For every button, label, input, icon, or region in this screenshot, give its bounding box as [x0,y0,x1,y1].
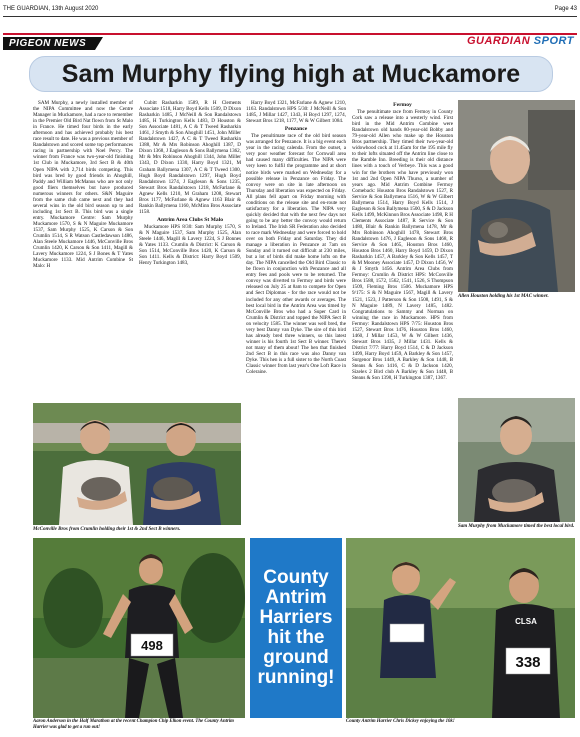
photo-allen-houston [458,100,575,292]
photo-aaron-anderson [33,538,245,718]
caption-sam-murphy: Sam Murphy from Muckamore timed the best local bird. [458,524,575,529]
column-2-heading: Antrim Area Clubs St Malo [156,216,224,223]
column-3b-text: The penultimate race of the old bird season was arranged for Penzance. It is a big event each year in the racing calenda. From the outset, a very poor weather forecast for Cornwall area had caused many difficulties. The NIPA were very keen to fulfil the programme and at short notice birds were marked on Wednesday for a possible release in Penzance on Friday. The convoy were on site in late afternoon on Thursday and liberation was expected on Friday. All plans fell apart on Friday morning with conditions on the release site and en-route not satisfactory for a liberation. The NIPA very quickly decided that with the next few days not going to be any better the convoy would return to Ireland. The Irish SR Federation also decided to race mark Wednesday and were forced to hold over on both Friday and Saturday. They did manage a liberation in Penzance at 7am on Sunday and it turned out difficult at 230 miles, but a lot of birds did make home lofts on the day. The NIPA cancelled the Old Bird Classic to be flown in conjunction with Penzance and all entry fees and pools were to be returned. The convoy was diverted to Fermoy and birds were released on July 25 at 8am to compete for Open and Sect Diplomas - for the race would not be included for any other awards or averages. The best local bird in the Antrim Area was timed by McConville Bros who had a Super Card in Crumlin & District and topped the NIPA Sect B on velocity 1585. The winner was well bred, the very best Danny van Dyke. The sire of this bird has already bred three winners, so this latest winner is his fourth 1st Sect B winner. There's not many of them about! The hen that finished 2nd Sect B in this race was also Danny van Dyke. This hen is a full sister to the North Coast Classic winner from last year's One Loft Race in Coleraine. [246,133,346,376]
photo-mcconville-bros-image [33,403,241,525]
column-1-text: SAM Murphy, a newly installed member of the NIPA Committee and now the Centre Manager in Muckamore, had a race to remember in the Premier Old Bird Nat flown from St Malo in France. He timed four birds in the early afternoon and has achieved probably his best race result to date. He was a previous member of Randalstown and scored some top performances racing in partnership with Noel Percy. The winner from France was two-year-old finishing 1st Club in Muckamore, 3rd Sect B & 40th Open NIPA with 2,714 birds competing. This bird was bred by good friends in Ahoghill, Paddy and William McManus who are not only good fliers themselves but have produced numerous winners for others. S&N Maguire from the same club came next and they had several wins in the old bird season up to and including 1st Sect B. This bird was a single entry. Muckamore Centre: Sam Murphy Muckamore 1570, S & N Maguire Muckamore 1537, Sam Murphy 1525, K Carson & Son Crumlin 1514, S R Watson Castledawson 1486, Alan Steele Muckamore 1446, McConville Bros Crumlin 1420, K Carson & Son 1411, Magill & Lavery Muckamore 1224, S J Bones & T Yates Muckamore 1133. Mid Antrim Combine St Malo: H [33,100,133,270]
photo-allen-houston-image [458,100,575,292]
promo-line-2: Antrim [265,587,327,608]
photo-aaron-anderson-image [33,538,245,718]
brand-guardian: GUARDIAN [466,35,531,47]
photo-sam-murphy-image [458,398,575,522]
headline: Sam Murphy flying high at Muckamore [29,56,553,92]
promo-box [250,538,342,718]
promo-line-1: County [263,567,329,588]
vest-brand: CLSA [515,617,537,626]
bib-number-left: 498 [141,638,163,653]
promo-line-5: ground [263,647,329,668]
article-column-3 [246,100,346,530]
column-2-text: Cubitt Rasharkin 1589, R H Clements Associate 1518, Harry Boyd Kells 1509, D Dixon Rasharkin 1485, J McNeill & Son Randalstown 1485, H Turkington Kells 1483, D Houston & Son Associate 1481, A C & T Tweed Rasharkin 1461, J Smyth & Son Ahoghill 1451, John Miller Randalstown 1427, A C & T Tweed Rasharkin 1388, Mr & Mrs Robinson Ahoghill 1387, D Dixon 1368, J Eagleson & Sons Ballymena 1362, Mr & Mrs Robinson Ahoghill 1344, John Miller 1343, D Dixon 1330, Harry Boyd 1321, M Graham Ballymena 1307, A C & T Tweed 1300, Hugh Boyd Randalstown 1297, Hugh Boyd Randalstown 1274, J Eagleson & Sons 1235, Stewart Bros Randalstown 1218, McFarlane & Agnew Kells 1210, M Graham 1208, Stewart Bros 1177, McFarlane & Agnew 1163 Blair & Rankin Ballymena 1160, McMinn Bros Associate 1158. [139,100,241,215]
page-header [3,3,577,15]
promo-line-3: Harriers [259,607,333,628]
column-4-heading: Fermoy [393,102,412,108]
column-2b-text: Muckamore HPS 8/30: Sam Murphy 1570, S & N Maguire 1537, Sam Murphy 1525, Alan Steele 1446, Magill & Lavery 1224, S J Bonnes & Yates 1133. Crumlin & District: K Carson & Son 1514, McConville Bros 1420, K Carson & Son 1411. Kells & District: Harry Boyd 1509, Henry Turkington 1483, [139,223,241,267]
article-column-4 [352,100,453,530]
caption-allen-houston: Allen Houston holding his 1st MAC winner. [458,294,549,299]
caption-aaron-anderson: Aaron Anderson in the Half Marathon at the recent Champion Chip Elkon event. The County Antrim Harrier was glad to get a run out! [33,719,234,730]
page-number: Page 43 [554,6,577,12]
column-3-heading: Penzance [284,126,308,133]
caption-mcconville-bros: McConville Bros from Crumlin holding their 1st & 2nd Sect B winners. [33,527,181,532]
column-3-text: Harry Boyd 1321, McFarlane & Agnew 1210, 1163. Randalstown HPS 5/30: J McNeill & Son 1485, J Millar 1427, 1343, H Boyd 1297, 1274, Stewart Bros 1218, 1177, W & W Gilbert 1084. [246,100,346,125]
section-tag-tail [95,37,103,50]
photo-sam-murphy [458,398,575,522]
caption-chris-dickey: County Antrim Harrier Chris Dickey enjoying the 10k! [346,719,455,724]
bib-number-right: 338 [515,654,541,671]
paper-date: THE GUARDIAN, 13th August 2020 [3,6,99,12]
photo-chris-dickey [346,538,575,718]
header-rule [3,16,577,17]
promo-line-4: hit the [267,627,325,648]
brand-sport: SPORT [533,35,574,47]
brand-logo [467,35,574,47]
article-column-2 [139,100,241,400]
promo-line-6: running! [257,667,335,688]
article-column-1 [33,100,133,400]
photo-chris-dickey-image [346,538,575,718]
photo-mcconville-bros [33,403,241,525]
section-tag: PIGEON NEWS [3,37,95,50]
column-4-text: The penultimate race from Fermoy in County Cork saw a release into a westerly wind. First bird in the Mid Antrim Combine were Randalstown old hands 80-year-old Bobby and 79-year-old Allen who make up the Houston Bros partnership. They timed their two-year-old widowhood cock at 11.45am for the 195 mile fly to their lofts situated off the Antrim line close to the Ramble Inn. Breeding is their old distance lines with a touch of Verbeye. This was a good win for the brothers who have previously won 1st and 2nd Open NIPA Thurso, a number of years ago. Mid Antrim Combine Fermoy Comeback: Houston Bros Randalstown 1527, R Service & Son Ballymena 1516, W & W Gilbert Ballymena 1514, Harry Boyd Kells 1514, J Eagleson & Son Ballymena 1500, S & D Jackson Kells 1499, McKinnon Bros Associate 1498, R H Clements Associate 1487, R Service & Son 1480, Blair & Rankin Ballymena 1478, Mr & Mrs Robinson Ahoghill 1478, Stewart Bros Randalstown 1476, J Eagleson & Sons 1468, R Service & Son 1465, Houston Bros 1460, Houston Bros 1460, Harry Boyd 1459, D Dixon Rasharkin 1457, A Barkley & Son Kells 1457, T & M Mooney Associate 1457, D Dixon 1456, W & J Smyth 1456. Antrim Area Clubs from Fermoy: Crumlin & District HPS: McConville Bros 1588, 1572, 1562, 1541, 1526, S Thompson 1509, Fleming Bros 1506. Muckamore HPS 9/175: S & N Maguire 1567, Magill & Lavery 1521, 1523, J Patterson & Son 1508, 1491, S & N Maguire 1489, N Lavery 1485, 1482. Congratulations to Sammy and Norman on winning the race in Muckamore. HPS from Fermoy: Randalstown HPS 7/75: Houston Bros 1527, Stewart Bros 1476, Houston Bros 1460, 1460, J Millar 1453, W & W Gilbert 1436, Stewart Bros 1435, J Millar 1431. Kells & District 7/77: Harry Boyd 1514, C & D Jackson 1499, Harry Boyd 1459, A Barkley & Son 1457, Surgenor Bros 1449, A Barkley & Son 1448, B Steans & Son 1416, C & D Jackson 1420, Sizelex 2 Bird club A Barkley & Son 1448, B Steans & Son 1398, H Turkington 1387, 1367. [352,109,453,382]
